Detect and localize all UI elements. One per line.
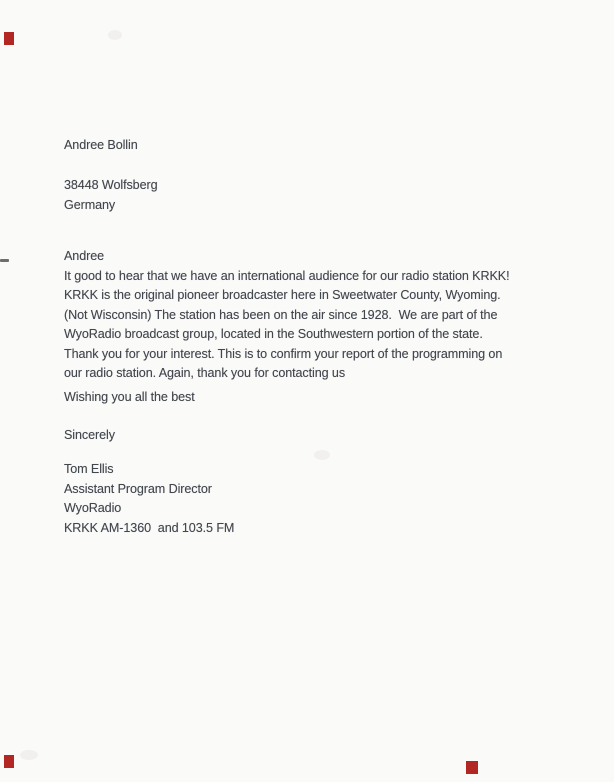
signoff: Sincerely (64, 428, 115, 442)
body-line: It good to hear that we have an international audience for our radio station KRKK! (64, 268, 510, 283)
signature-station: KRKK AM-1360 and 103.5 FM (64, 520, 235, 535)
signature-company: WyoRadio (64, 501, 122, 515)
signature-name: Tom Ellis (64, 462, 114, 476)
signature-title: Assistant Program Director (64, 481, 212, 496)
scan-smudge (314, 450, 330, 460)
red-scan-mark-top-left (4, 32, 14, 45)
body-line: our radio station. Again, thank you for contacting us (64, 366, 346, 380)
recipient-address-block (64, 176, 157, 215)
recipient-block (64, 136, 138, 156)
signature-block (64, 460, 234, 538)
closing-line: Wishing you all the best (64, 390, 195, 404)
body-line: KRKK is the original pioneer broadcaster here in Sweetwater County, Wyoming. (64, 288, 501, 302)
salutation: Andree (64, 249, 105, 263)
closing-block (64, 388, 195, 408)
body-line: Thank you for your interest. This is to confirm your report of the programming on (64, 346, 503, 361)
letter-body (64, 247, 509, 384)
red-scan-mark-bottom-center (466, 761, 478, 774)
signoff-block (64, 426, 115, 446)
recipient-name: Andree Bollin (64, 138, 138, 152)
scanner-dash-mark (0, 259, 9, 262)
scan-smudge (108, 30, 122, 40)
scan-smudge (20, 750, 38, 760)
red-scan-mark-bottom-left (4, 755, 14, 768)
body-line: (Not Wisconsin) The station has been on the air since 1928. We are part of the (64, 307, 498, 322)
body-line: WyoRadio broadcast group, located in the Southwestern portion of the state. (64, 327, 483, 341)
recipient-country: Germany (64, 197, 116, 212)
recipient-street: 38448 Wolfsberg (64, 178, 158, 192)
